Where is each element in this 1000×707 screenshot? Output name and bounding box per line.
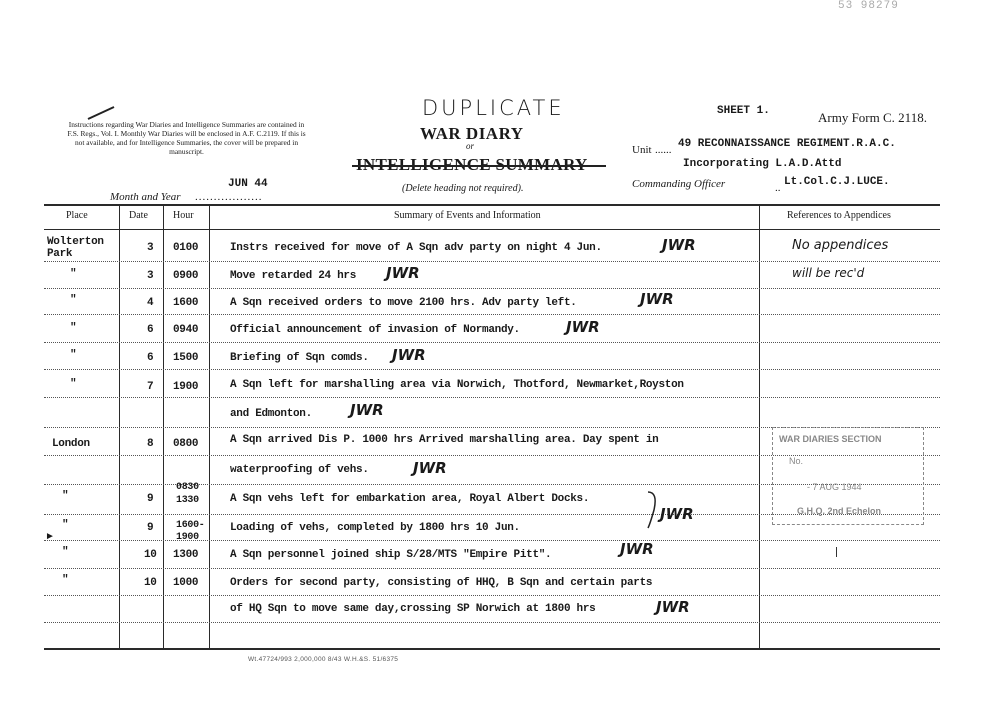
table-top-border — [44, 204, 940, 206]
incorporating-value: Incorporating L.A.D.Attd — [683, 158, 842, 170]
row-separator — [44, 595, 940, 596]
table-header-border — [44, 229, 940, 230]
bracket-mark — [646, 490, 660, 530]
row-hour: 0830 1330 — [176, 482, 199, 506]
row-hour: 0940 — [173, 324, 199, 336]
war-diary-heading: WAR DIARY — [420, 124, 524, 143]
appendix-note: will be rec'd — [792, 266, 865, 280]
row-place: " — [62, 490, 69, 502]
row-place: " — [70, 349, 77, 361]
initials-mark: JWR — [640, 290, 674, 308]
initials-mark: JWR — [413, 459, 447, 477]
co-dots: .. — [775, 182, 781, 194]
row-separator — [44, 288, 940, 289]
or-label: or — [466, 141, 475, 151]
row-summary: Briefing of Sqn comds. — [230, 352, 369, 364]
row-date: 10 — [144, 549, 157, 561]
row-date: 3 — [147, 242, 154, 254]
row-place: " — [70, 322, 77, 334]
row-date: 3 — [147, 270, 154, 282]
row-date: 8 — [147, 438, 154, 450]
row-separator — [44, 369, 940, 370]
sheet-number: SHEET 1. — [717, 105, 770, 117]
stamp-line: G.H.Q. 2nd Echelon — [797, 506, 882, 516]
row-hour: 1600 — [173, 297, 199, 309]
row-date: 10 — [144, 577, 157, 589]
initials-mark: JWR — [660, 505, 694, 523]
margin-arrow-icon: ► — [45, 531, 55, 542]
row-separator — [44, 397, 940, 398]
row-place: " — [62, 519, 69, 531]
month-year-value: JUN 44 — [228, 178, 268, 190]
row-summary: A Sqn arrived Dis P. 1000 hrs Arrived marshalling area. Day spent in — [230, 434, 659, 446]
month-year-dots: .................. — [195, 191, 263, 203]
row-hour: 1500 — [173, 352, 199, 364]
row-separator — [44, 314, 940, 315]
column-header-date: Date — [129, 210, 148, 221]
row-summary: Move retarded 24 hrs — [230, 270, 357, 282]
strike-through-line — [352, 165, 606, 167]
row-summary: A Sqn vehs left for embarkation area, Royal Albert Docks. — [230, 493, 590, 505]
initials-mark: JWR — [620, 540, 654, 558]
row-summary: A Sqn received orders to move 2100 hrs. Adv party left. — [230, 297, 577, 309]
initials-mark: JWR — [566, 318, 600, 336]
table-bottom-border — [44, 648, 940, 650]
stamp-line: - 7 AUG 1944 — [807, 482, 862, 492]
initials-mark: JWR — [656, 598, 690, 616]
stamp-line: No. — [789, 456, 804, 466]
row-summary: Instrs received for move of A Sqn adv party on night 4 Jun. — [230, 242, 602, 254]
column-header-place: Place — [66, 210, 88, 221]
row-date: 6 — [147, 324, 154, 336]
initials-mark: JWR — [386, 264, 420, 282]
row-summary: waterproofing of vehs. — [230, 464, 369, 476]
unit-label: Unit — [632, 144, 652, 156]
commanding-officer-value: Lt.Col.C.J.LUCE. — [784, 176, 890, 188]
delete-heading-note: (Delete heading not required). — [402, 183, 524, 194]
row-hour: 1900 — [173, 381, 199, 393]
row-hour: 0900 — [173, 270, 199, 282]
row-summary: Official announcement of invasion of Normandy. — [230, 324, 520, 336]
column-header-summary: Summary of Events and Information — [394, 210, 541, 221]
row-hour: 1000 — [173, 577, 199, 589]
row-separator — [44, 342, 940, 343]
stamp-line: WAR DIARIES SECTION — [779, 434, 882, 444]
row-summary: Loading of vehs, completed by 1800 hrs 10 Jun. — [230, 522, 520, 534]
initials-mark: JWR — [662, 236, 696, 254]
row-separator — [44, 568, 940, 569]
row-place: " — [70, 268, 77, 280]
row-hour: 1600- 1900 — [176, 520, 205, 543]
row-place: " — [62, 546, 69, 558]
column-header-references: References to Appendices — [787, 210, 891, 221]
war-diaries-section-stamp — [772, 427, 924, 525]
commanding-officer-label: Commanding Officer — [632, 178, 726, 190]
appendix-note: No appendices — [792, 238, 889, 253]
instructions-note: Instructions regarding War Diaries and Intelligence Summaries are contained in F.S. Regs., Vol. I. Monthly War Diaries will be enclosed in A.F. C.2119. If this is not available, and for Intelligence Summaries, the cover will be prepared in manuscript. — [67, 120, 306, 156]
month-year-label: Month and Year — [110, 191, 181, 203]
appendix-tick-mark — [836, 547, 837, 557]
row-place: Wolterton Park — [47, 236, 104, 260]
row-summary: A Sqn left for marshalling area via Norwich, Thotford, Newmarket,Royston — [230, 379, 684, 391]
row-summary: Orders for second party, consisting of HHQ, B Sqn and certain parts — [230, 577, 653, 589]
duplicate-handwritten: DUPLICATE — [422, 96, 565, 120]
row-summary: of HQ Sqn to move same day,crossing SP Norwich at 1800 hrs — [230, 603, 596, 615]
row-date: 7 — [147, 381, 154, 393]
row-hour: 1300 — [173, 549, 199, 561]
row-date: 4 — [147, 297, 154, 309]
row-place: " — [62, 574, 69, 586]
unit-value: 49 RECONNAISSANCE REGIMENT.R.A.C. — [678, 138, 896, 150]
row-place: " — [70, 294, 77, 306]
army-form-number: Army Form C. 2118. — [818, 110, 927, 125]
initials-mark: JWR — [392, 346, 426, 364]
row-separator — [44, 261, 940, 262]
row-hour: 0100 — [173, 242, 199, 254]
row-hour: 0800 — [173, 438, 199, 450]
column-header-hour: Hour — [173, 210, 194, 221]
row-summary: and Edmonton. — [230, 408, 312, 420]
row-place: London — [52, 438, 90, 450]
row-summary: A Sqn personnel joined ship S/28/MTS "Empire Pitt". — [230, 549, 552, 561]
initials-mark: JWR — [350, 401, 384, 419]
row-separator — [44, 622, 940, 623]
row-place: " — [70, 378, 77, 390]
row-date: 6 — [147, 352, 154, 364]
reference-stamp: 53 98279 — [838, 0, 899, 12]
print-reference-footer: Wt.47724/993 2,000,000 8/43 W.H.&S. 51/6375 — [248, 656, 399, 663]
unit-dots: ...... — [655, 144, 672, 156]
row-date: 9 — [147, 522, 154, 534]
row-date: 9 — [147, 493, 154, 505]
strike-mark — [86, 106, 116, 120]
